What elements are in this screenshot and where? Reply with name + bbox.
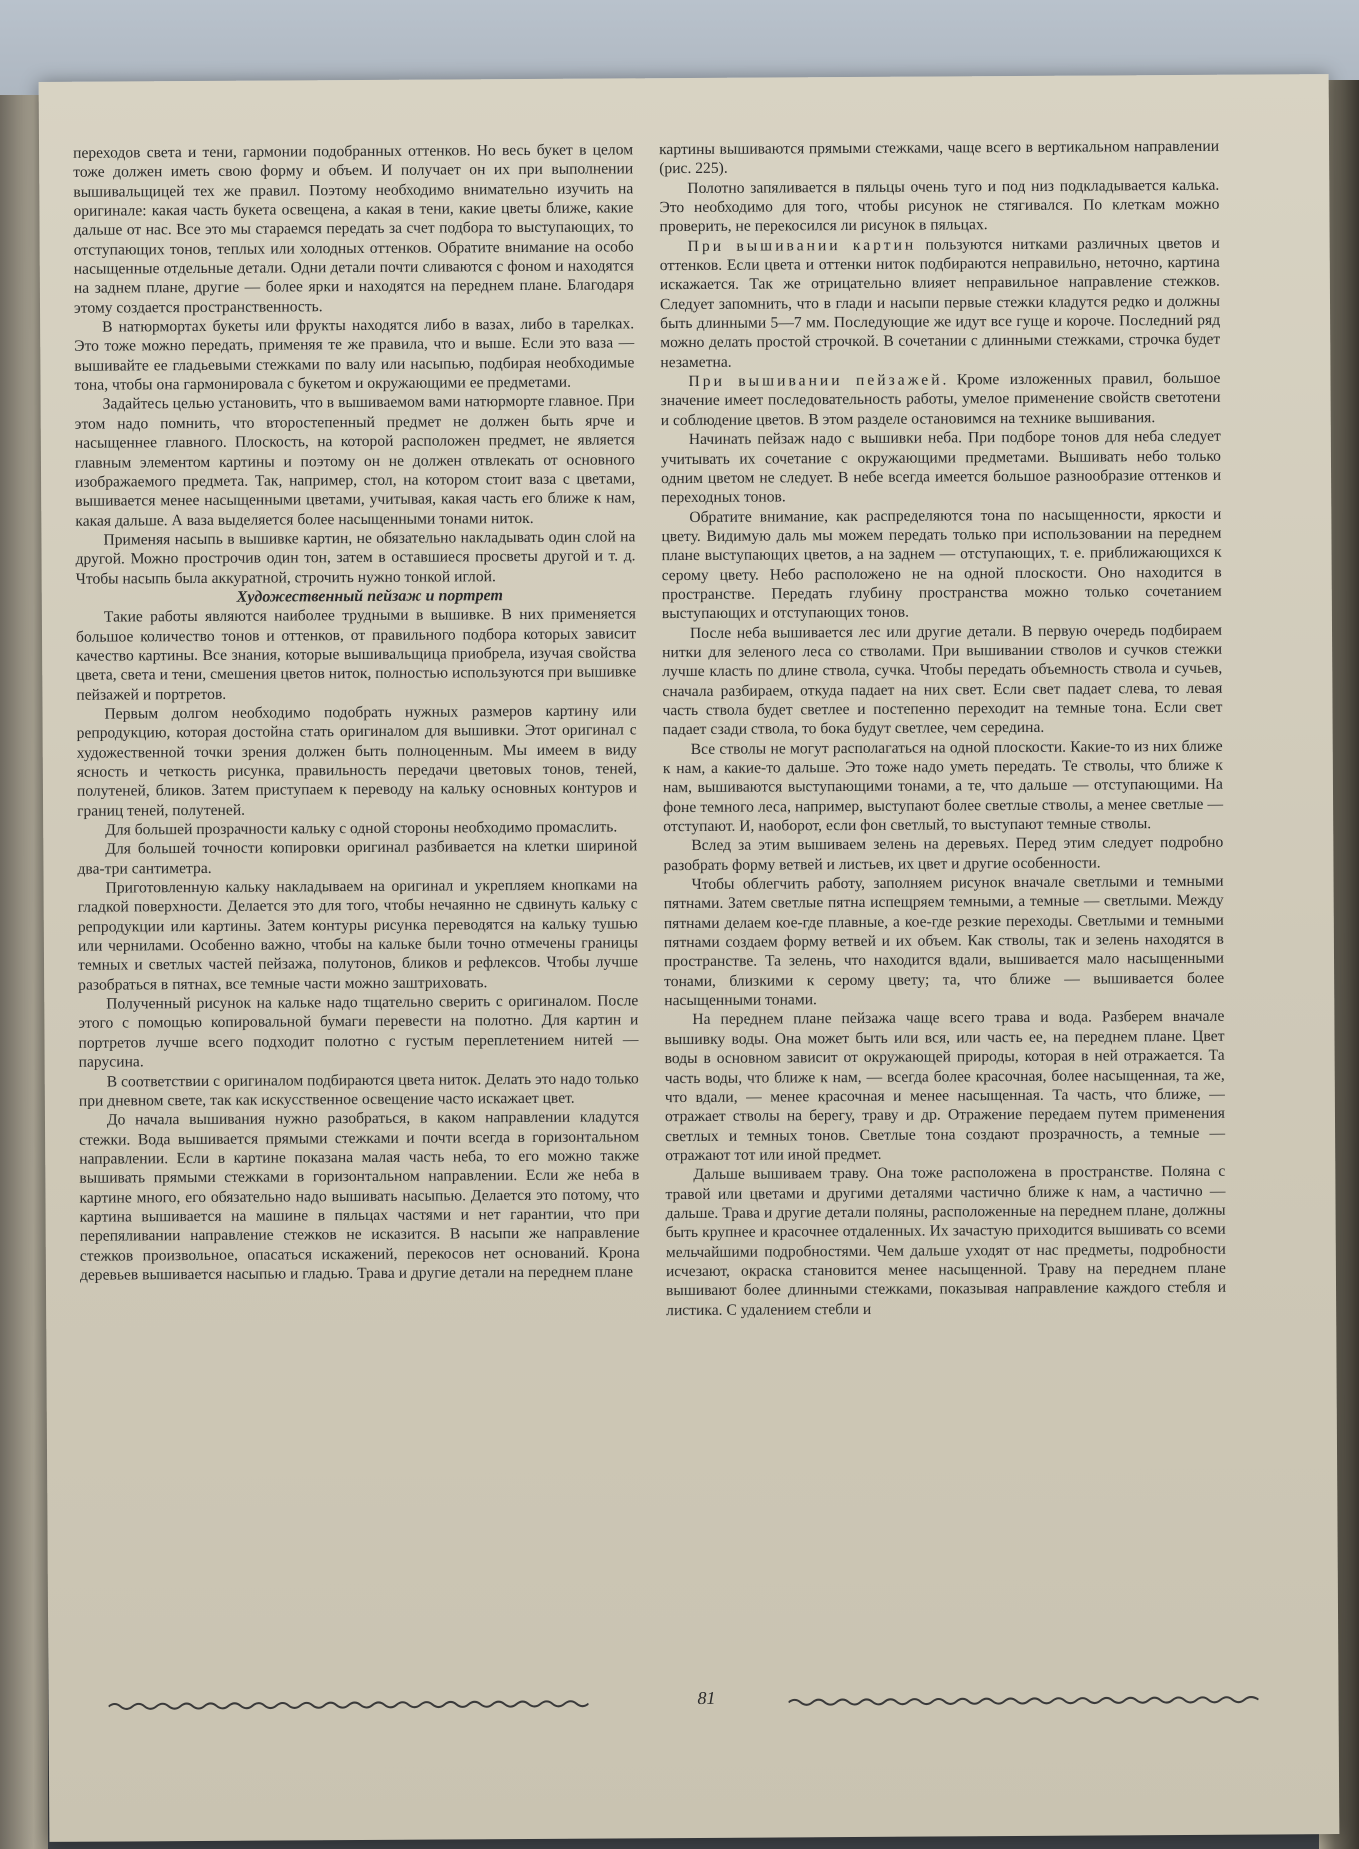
spaced-lead-in: При вышивании картин: [687, 236, 917, 255]
paragraph: До начала вышивания нужно разобраться, в каком направлении кладутся стежки. Вода вышивается прямыми стежками и почти всегда в горизонтальном направлении. Если в картине показана малая часть неба, то его можно также вышивать прямыми стежками в горизонтальном направлении. Если же неба в картине много, его обязательно надо вышивать насыпью. Делается это потому, что картина вышивается на машине в пяльцах частями и нет гарантии, что при перепяливании направление стежков не исказится. В насыпи же направление стежков произвольное, опасаться искажений, перекосов нет оснований. Крона деревьев вышивается насыпью и гладью. Трава и другие детали на переднем плане: [79, 1108, 640, 1284]
paragraph: В соответствии с оригиналом подбираются цвета ниток. Делать это надо только при дневном свете, так как искусственное освещение часто искажает цвет.: [78, 1069, 639, 1110]
book-page: [39, 74, 1340, 1842]
paragraph: Для большей точности копировки оригинал разбивается на клетки шириной два-три сантиметра.: [77, 837, 638, 878]
paragraph: Чтобы облегчить работу, заполняем рисунок вначале светлыми и темными пятнами. Затем светлые пятна испещряем темными, а темные — светлыми. Между пятнами делаем кое-где плавные, а кое-где резкие переходы. Светлыми и темными пятнами создаем форму ветвей и их объем. Как стволы, так и зелень находятся в пространстве. Та зелень, что находится вдали, вышивается мало насыщенными тонами, близкими к серому цвету; та, что ближе — вышивается более насыщенными тонами.: [663, 872, 1225, 1010]
spaced-lead-in: При вышивании пейзажей: [688, 371, 943, 391]
paragraph: переходов света и тени, гармонии подобранных оттенков. Но весь букет в целом тоже должен иметь свою форму и объем. И получает он их при выполнении вышивальщицей тех же правил. Поэтому необходимо внимательно изучить на оригинале: какая часть букета освещена, а какая в тени, какие цветы ближе, какие дальше от нас. Все это мы стараемся передать за счет подбора то выступающих, то отступающих тонов, теплых или холодных оттенков. Обратите внимание на особо насыщенные отдельные детали. Одни детали почти сливаются с фоном и находятся на заднем плане, другие — более ярки и находятся на переднем плане. Благодаря этому создается пространственность.: [73, 141, 634, 317]
paragraph: Дальше вышиваем траву. Она тоже расположена в пространстве. Поляна с травой или цветами и другими деталями частично ближе к нам, а частично — дальше. Трава и другие детали поляны, расположенные на переднем плане, должны быть крупнее и красочнее отдаленных. Их зачастую приходится вышивать со всеми мельчайшими подробностями. Чем дальше уходят от нас предметы, подробности исчезают, окраска становится менее насыщенной. Траву на переднем плане вышивают более длинными стежками, показывая направление каждого стебля и листика. С удалением стебли и: [665, 1162, 1227, 1319]
page-number: 81: [697, 1687, 716, 1708]
paragraph-text: пользуются нитками различных цветов и оттенков. Если цвета и оттенки ниток подбираются неправильно, неточно, картина искажается. Так же отрицательно влияет неправильное направление стежков. Следует запомнить, что в глади и насыпи первые стежки кладутся редко и должны быть длинными 5—7 мм. Последующие же идут все гуще и короче. Последний ряд можно делать простой строчкой. В сочетании с длинными стежками, строчка будет незаметна.: [659, 234, 1221, 371]
paragraph: После неба вышивается лес или другие детали. В первую очередь подбираем нитки для зеленого леса со стволами. При вышивании стволов и сучков стежки лучше класть по длине ствола, сучка. Чтобы передать объемность ствола и сучьев, сначала разбираем, откуда падает на них свет. Если свет падает слева, то левая часть ствола будет светлее и постепенно переходит на темные тона. Если свет падает сзади ствола, то бока будут светлее, чем середина.: [662, 621, 1223, 739]
paragraph: [660, 233, 1221, 372]
paragraph: картины вышиваются прямыми стежками, чаще всего в вертикальном направлении (рис. 225).: [659, 137, 1220, 178]
paragraph: В натюрмортах букеты или фрукты находятся либо в вазах, либо в тарелках. Это тоже можно передать, применяя те же правила, что и выше. Если это ваза — вышивайте ее гладьевыми стежками по валу или насыпью, подбирая необходимые тона, чтобы она гармонировала с букетом и окружающими ее предметами.: [74, 315, 635, 394]
page-footer: [88, 1684, 1288, 1721]
paragraph: Для большей прозрачности кальку с одной стороны необходимо промаслить.: [105, 818, 618, 839]
paragraph: [660, 369, 1220, 430]
paragraph: Полотно запяливается в пяльцы очень туго и под низ подкладывается калька. Это необходимо для того, чтобы рисунок не стягивался. По клеткам можно проверить, не перекосился ли рисунок в пяльцах.: [659, 176, 1220, 236]
wave-ornament-left: [109, 1699, 589, 1712]
paragraph-text: . Кроме изложенных правил, большое значение имеет последовательность работы, умелое применение свойств светотени и соблюдение цветов. В этом разделе остановимся на технике вышивания.: [660, 369, 1221, 429]
wave-ornament-right: [789, 1695, 1259, 1708]
paragraph: Приготовленную кальку накладываем на оригинал и укрепляем кнопками на гладкой поверхности. Делается это для того, чтобы нечаянно не сдвинуть кальку с репродукции или картины. Затем контуры рисунка переводятся на кальку тушью или чернилами. Особенно важно, чтобы на кальке были точно отмечены границы темных и светлых частей пейзажа, полутонов, бликов и рефлексов. Чтобы лучше разобраться в пятнах, все темные части можно заштриховать.: [77, 876, 639, 994]
left-column: [73, 140, 640, 1285]
paragraph: Применяя насыпь в вышивке картин, не обязательно накладывать один слой на другой. Можно прострочив один тон, затем в оставшиеся просветы другой и т. д. Чтобы насыпь была аккуратной, строчить нужно тонкой иглой.: [75, 528, 636, 588]
paragraph: Первым долгом необходимо подобрать нужных размеров картину или репродукцию, которая достойна стать оригиналом для вышивки. Этот оригинал с художественной точки зрения должен быть полноценным. Мы имеем в виду ясность и четкость рисунка, правильность передачи цветовых тонов, теней, полутеней, бликов. Затем приступаем к переводу на кальку основных контуров и границ теней, полутеней.: [76, 702, 638, 820]
right-column: [659, 137, 1226, 1320]
paragraph: На переднем плане пейзажа чаще всего трава и вода. Разберем вначале вышивку воды. Она может быть или вся, или часть ее, на переднем плане. Цвет воды в основном зависит от окружающей природы, которая в ней отражается. Та часть воды, что ближе к нам, — всегда более красочная, более насыщенная, та же, что вдали, — менее красочная и менее насыщенная. Та часть, что ближе, — отражает стволы на берегу, траву и др. Отражение передаем путем применения светлых и темных тонов. Светлые тона создают прозрачность, а темные — отражают тот или иной предмет.: [664, 1008, 1226, 1165]
paragraph: Начинать пейзаж надо с вышивки неба. При подборе тонов для неба следует учитывать их сочетание с окружающими предметами. Вышивать небо только одним цветом не следует. В небе всегда имеется большое разнообразие оттенков и переходных тонов.: [660, 427, 1222, 507]
paragraph: Такие работы являются наиболее трудными в вышивке. В них применяется большое количество тонов и оттенков, от правильного подбора которых зависит качество картины. Все знания, которые вышивальщица приобрела, изучая свойства цвета, света и тени, смешения цветов ниток, полностью используются при вышивке пейзажей и портретов.: [75, 605, 637, 704]
section-heading: Художественный пейзаж и портрет: [236, 587, 503, 606]
paragraph: Все стволы не могут располагаться на одной плоскости. Какие-то из них ближе к нам, а какие-то дальше. Это тоже надо уметь передать. Те стволы, что ближе к нам, вышиваются выступающими тонами, а те, что дальше — отступающими. На фоне темного леса, например, выступают более светлые стволы, а менее светлые — отступают. И, наоборот, если фон светлый, то выступают темные стволы.: [662, 737, 1224, 836]
paragraph: Полученный рисунок на кальке надо тщательно сверить с оригиналом. После этого с помощью копировальной бумаги перевести на полотно. Для картин и портретов лучше всего подходит полотно с густым переплетением нитей — парусина.: [78, 992, 639, 1071]
paragraph: Задайтесь целью установить, что в вышиваемом вами натюрморте главное. При этом надо помнить, что второстепенный предмет не должен быть ярче и насыщеннее главного. Плоскость, на которой расположен предмет, не является главным элементом картины и поэтому он не должен отвлекать от основного изображаемого предмета. Так, например, стол, на котором стоит ваза с цветами, вышивается менее насыщенными цветами, учитывая, какая часть его ближе к нам, какая дальше. А ваза выделяется более насыщенными тонами ниток.: [74, 392, 636, 530]
paragraph: Обратите внимание, как распределяются тона по насыщенности, яркости и цвету. Видимую даль мы можем передать только при использовании на переднем плане выступающих цветов, а на заднем — отступающих, т. е. приближающихся к серому цвету. Небо расположено не на одной плоскости. Оно находится в пространстве. Передать глубину пространства можно только сочетанием выступающих и отступающих тонов.: [661, 505, 1222, 623]
paragraph: Вслед за этим вышиваем зелень на деревьях. Перед этим следует подробно разобрать форму ветвей и листьев, их цвет и другие особенности.: [663, 834, 1224, 874]
